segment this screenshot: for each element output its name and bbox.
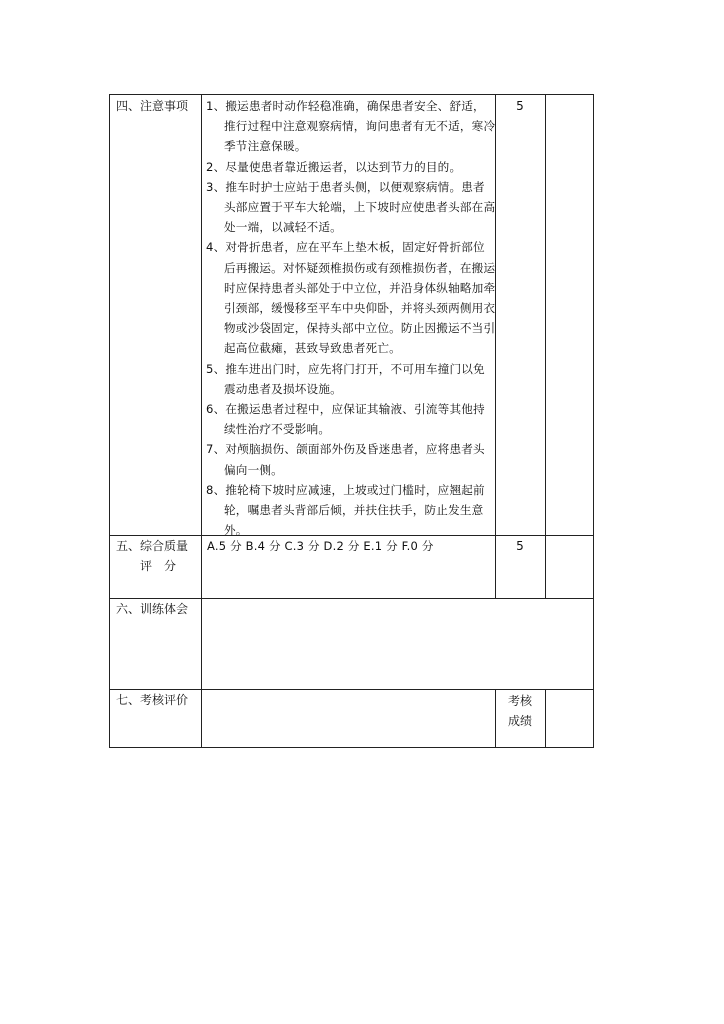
quality-score: 5 xyxy=(516,539,524,553)
column-divider-label xyxy=(201,94,202,748)
table-top-border xyxy=(109,94,594,95)
quality-label: 五、综合质量 xyxy=(116,539,189,553)
list-item: 4、对骨折患者，应在平车上垫木板，固定好骨折部位后再搬运。对怀疑颈椎损伤或有颈椎损伤者，在搬运时应保持患者头部处于中立位，并沿身体纵轴略加牵引颈部，缓慢移至平车中央仰卧，并将头颈两侧用衣物或沙袋固定，保持头部中立位。防止因搬运不当引起高位截瘫，甚致导致患者死亡。 xyxy=(206,240,496,356)
column-divider-blank-bottom xyxy=(545,689,546,748)
grade-options: A.5 分 B.4 分 C.3 分 D.2 分 E.1 分 F.0 分 xyxy=(207,539,434,553)
evaluation-label: 七、考核评价 xyxy=(116,693,189,707)
column-divider-blank xyxy=(545,94,546,598)
exam-score-label-line2: 成绩 xyxy=(507,714,532,728)
quality-label-line2: 评 分 xyxy=(140,559,177,573)
table-left-border xyxy=(109,94,110,748)
table-right-border xyxy=(593,94,594,748)
table-bottom-border xyxy=(109,747,594,748)
list-item: 8、推轮椅下坡时应减速，上坡或过门槛时，应翘起前轮，嘱患者头背部后倾，并扶住扶手，防止发生意外。 xyxy=(206,482,485,538)
exam-score-label: 考核 xyxy=(507,694,532,708)
notes-label: 四、注意事项 xyxy=(116,99,189,113)
notes-list xyxy=(206,96,496,540)
list-item: 6、在搬运患者过程中，应保证其输液、引流等其他持续性治疗不受影响。 xyxy=(206,402,485,437)
assessment-table xyxy=(109,94,594,748)
list-item: 3、推车时护士应站于患者头侧，以便观察病情。患者头部应置于平车大轮端，上下坡时应使患者头部在高处一端，以减轻不适。 xyxy=(206,179,496,235)
list-item: 1、搬运患者时动作轻稳准确，确保患者安全、舒适，推行过程中注意观察病情，询问患者有无不适，寒冷季节注意保暖。 xyxy=(206,99,496,154)
list-item: 5、推车进出门时，应先将门打开，不可用车撞门以免震动患者及损坏设施。 xyxy=(206,361,485,396)
experience-label: 六、训练体会 xyxy=(116,602,189,616)
list-item: 2、尽量使患者靠近搬运者，以达到节力的目的。 xyxy=(206,159,462,174)
list-item: 7、对颅脑损伤、颌面部外伤及昏迷患者，应将患者头偏向一侧。 xyxy=(206,442,485,477)
notes-score: 5 xyxy=(516,99,524,113)
